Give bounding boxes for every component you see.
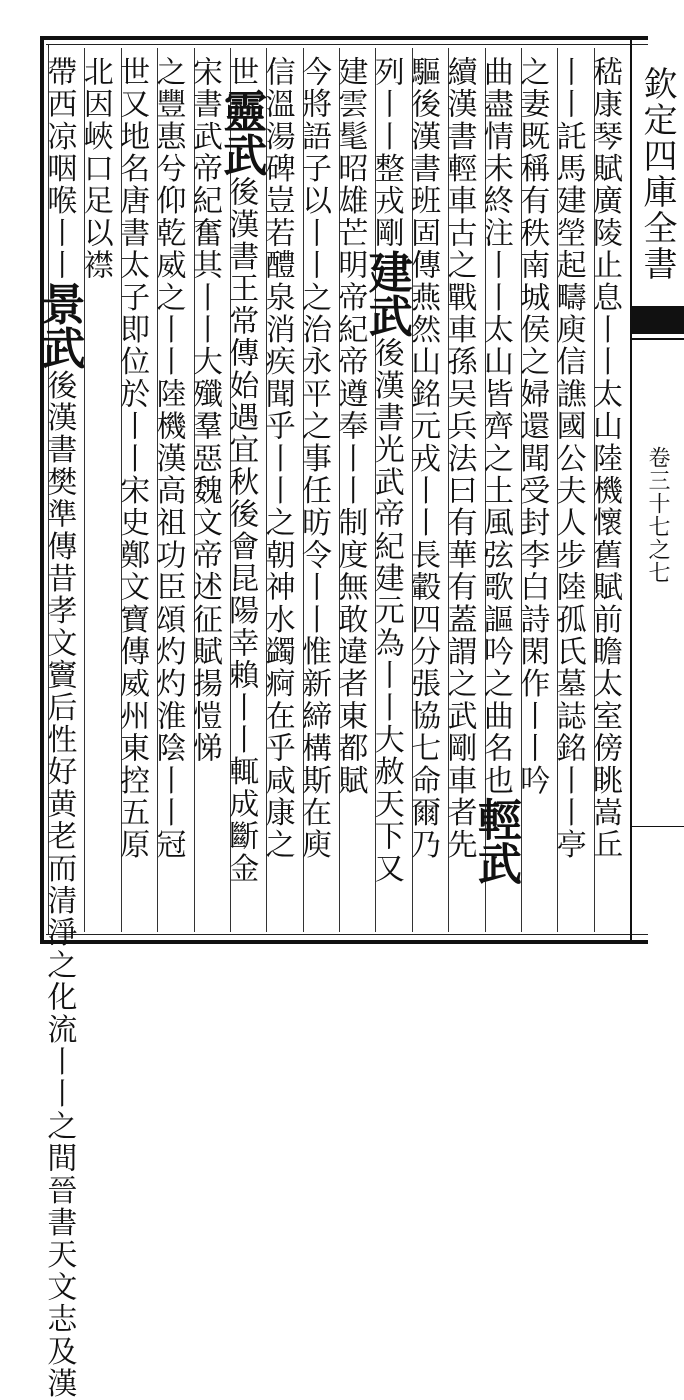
column-text-segment: 北因峽口足以襟 <box>77 56 113 282</box>
column-text <box>186 56 228 932</box>
column-text <box>550 56 591 932</box>
text-column <box>405 48 448 932</box>
column-text <box>215 56 267 932</box>
headword: 靈武 <box>215 88 267 177</box>
frame-inner-rule-bottom <box>46 934 648 935</box>
headword: 建武 <box>360 249 412 338</box>
column-text-segment: 後漢書樊準傳昔孝文竇后性好黄老而清淨之化流丨丨之間晉書天文志及漢 <box>41 369 77 1400</box>
column-text-segment: 帶西凉咽喉丨丨 <box>41 56 77 282</box>
headword: 輕武 <box>469 796 521 885</box>
column-text-segment: 之豐惠兮仰乾威之丨丨陸機漢高祖功臣頌灼灼淮陰丨丨冠 <box>150 56 186 861</box>
text-column <box>186 48 230 932</box>
margin-divider <box>630 36 632 944</box>
column-text-segment: 建雲髦昭雄芒明帝紀帝遵奉丨丨制度無敢違者東都賦 <box>332 56 368 797</box>
column-text-segment: 驅後漢書班固傳燕然山銘元戎丨丨長轂四分張協七命爾乃 <box>405 56 441 861</box>
column-text <box>33 56 85 1400</box>
headword: 景武 <box>33 281 85 370</box>
frame-inner-rule-top <box>46 44 648 45</box>
juan-number: 卷三十七之七 <box>645 446 670 584</box>
column-text-segment: 信溫湯碑豈若醴泉消疾聞乎丨丨之朝神水蠲痾在乎咸康之 <box>259 56 295 861</box>
page-margin-strip <box>630 36 684 944</box>
text-column <box>469 48 521 932</box>
text-columns <box>33 48 630 1400</box>
column-text <box>587 56 628 932</box>
text-column <box>441 48 484 932</box>
column-text-segment: 列丨丨整戎剛 <box>368 56 404 250</box>
margin-bottom-rule <box>632 826 684 827</box>
text-column <box>215 48 267 932</box>
column-text <box>332 56 373 932</box>
column-text <box>441 56 482 932</box>
column-text-segment: 曲盡情未終注丨丨太山皆齊之土風弦歌謳吟之曲名也 <box>477 56 513 797</box>
column-text-segment: 續漢書輕車古之戰車孫吴兵法曰有華有蓋謂之武剛車者先 <box>441 56 477 861</box>
column-text-segment: 世又地名唐書太子即位於丨丨宋史鄭文寶傳威州東控五原 <box>114 56 150 861</box>
column-text <box>296 56 337 932</box>
column-text-segment: 今將語子以丨丨之治永平之事任昉令丨丨惟新締構斯在庾 <box>296 56 331 861</box>
fishtail-rule <box>632 338 684 340</box>
column-text-segment: 宋書武帝紀奮其丨丨大殲羣惡魏文帝述征賦揚愷悌 <box>186 56 222 765</box>
column-text <box>360 56 412 932</box>
fishtail-mark <box>632 306 684 334</box>
text-column <box>296 48 339 932</box>
column-text <box>405 56 446 932</box>
column-text-segment: 丨丨託馬建塋起疇庾信譙國公夫人步陸孤氏墓誌銘丨丨亭 <box>550 56 586 861</box>
text-column <box>360 48 412 932</box>
book-title: 欽定四庫全書 <box>637 66 677 282</box>
column-text <box>259 56 300 932</box>
text-column <box>114 48 157 932</box>
text-column <box>77 48 120 932</box>
column-text <box>150 56 191 932</box>
column-text-segment: 世 <box>223 56 259 89</box>
column-text-segment: 之妻既稱有秩南城侯之婦還聞受封李白詩閑作丨丨吟 <box>514 56 550 797</box>
column-text-segment: 後漢書光武帝紀建元為丨丨大赦天下又 <box>368 337 404 885</box>
text-column <box>332 48 375 932</box>
column-text-segment: 後漢書王常傳始遇宜秋後會昆陽幸賴丨丨輒成斷金 <box>223 176 259 885</box>
column-text-segment: 嵇康琴賦廣陵止息丨丨太山陸機懷舊賦前瞻太室傍眺嵩丘 <box>587 56 622 861</box>
text-column <box>33 48 85 1400</box>
text-column <box>150 48 193 932</box>
column-text <box>77 56 118 932</box>
text-column <box>587 48 630 932</box>
column-text <box>114 56 155 932</box>
column-text <box>469 56 521 932</box>
text-column <box>259 48 302 932</box>
column-text <box>514 56 555 932</box>
text-column <box>514 48 557 932</box>
text-column <box>550 48 593 932</box>
